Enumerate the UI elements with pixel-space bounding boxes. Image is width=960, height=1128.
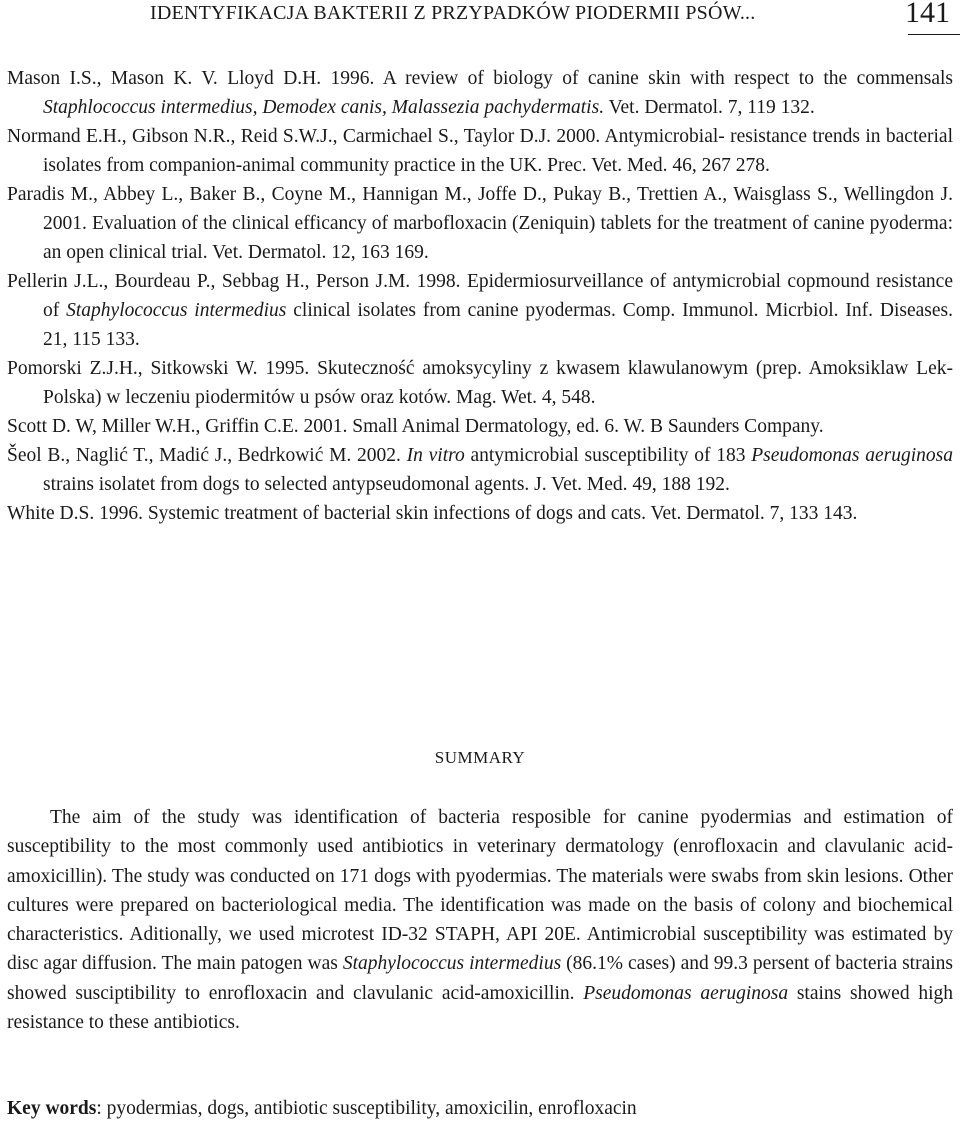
summary-heading: SUMMARY (434, 748, 526, 767)
reference-list (7, 64, 953, 528)
page-number: 141 (905, 0, 950, 29)
keywords-line (7, 1098, 953, 1120)
keywords-text: : pyodermias, dogs, antibiotic susceptibility, amoxicilin, enrofloxacin (96, 1098, 637, 1119)
running-header (0, 0, 960, 40)
summary-paragraph: The aim of the study was identification of bacteria resposible for canine pyodermias and estimation of susceptibility to the most commonly used antibiotics in veterinary dermatology (enrofloxacin and clavulanic acid-amoxicillin). The study was conducted on 171 dogs with pyodermias. The materials were swabs from skin lesions. Other cultures were prepared on bacteriological media. The identification was made on the basis of colony and biochemical characteristics. Aditionally, we used microtest ID-32 STAPH, API 20E. Antimicrobial susceptibility was estimated by disc agar diffusion. The main patogen was Staphylococcus intermedius (86.1% cases) and 99.3 persent of bacteria strains showed susciptibility to enrofloxacin and clavulanic acid-amoxicillin. Pseudomonas aeruginosa stains showed high resistance to these antibiotics. (7, 807, 953, 1034)
reference-item: Scott D. W, Miller W.H., Griffin C.E. 2001. Small Animal Dermatology, ed. 6. W. B Saunders Company. (7, 416, 824, 437)
header-rule (908, 34, 960, 35)
reference-item: Mason I.S., Mason K. V. Lloyd D.H. 1996. A review of biology of canine skin with respect to the commensals Staphlococcus intermedius, Demodex canis, Malassezia pachydermatis. Vet. Dermatol. 7, 119 132. (7, 68, 953, 118)
reference-item: Pomorski Z.J.H., Sitkowski W. 1995. Skuteczność amoksycyliny z kwasem klawulanowym (prep. Amoksiklaw Lek-Polska) w leczeniu piodermitów u psów oraz kotów. Mag. Wet. 4, 548. (7, 358, 953, 408)
reference-item: Paradis M., Abbey L., Baker B., Coyne M., Hannigan M., Joffe D., Pukay B., Trettien A., Waisglass S., Wellingdon J. 2001. Evaluation of the clinical efficancy of marbofloxacin (Zeniquin) tablets for the treatment of canine pyoderma: an open clinical trial. Vet. Dermatol. 12, 163 169. (7, 184, 953, 263)
running-title: IDENTYFIKACJA BAKTERII Z PRZYPADKÓW PIODERMII PSÓW... (150, 2, 756, 24)
reference-item: Normand E.H., Gibson N.R., Reid S.W.J., Carmichael S., Taylor D.J. 2000. Antymicrobial- resistance trends in bacterial isolates from companion-animal community practice in the UK. Prec. Vet. Med. 46, 267 278. (7, 126, 953, 176)
keywords-label: Key words (7, 1098, 97, 1119)
reference-item: Šeol B., Naglić T., Madić J., Bedrkowić M. 2002. In vitro antymicrobial susceptibility of 183 Pseudomonas aeruginosa strains isolatet from dogs to selected antypseudomonal agents. J. Vet. Med. 49, 188 192. (7, 445, 953, 495)
reference-item: White D.S. 1996. Systemic treatment of bacterial skin infections of dogs and cats. Vet. Dermatol. 7, 133 143. (7, 503, 858, 524)
reference-item: Pellerin J.L., Bourdeau P., Sebbag H., Person J.M. 1998. Epidermiosurveillance of antymicrobial copmound resistance of Staphylococcus intermedius clinical isolates from canine pyodermas. Comp. Immunol. Micrbiol. Inf. Diseases. 21, 115 133. (7, 271, 953, 350)
